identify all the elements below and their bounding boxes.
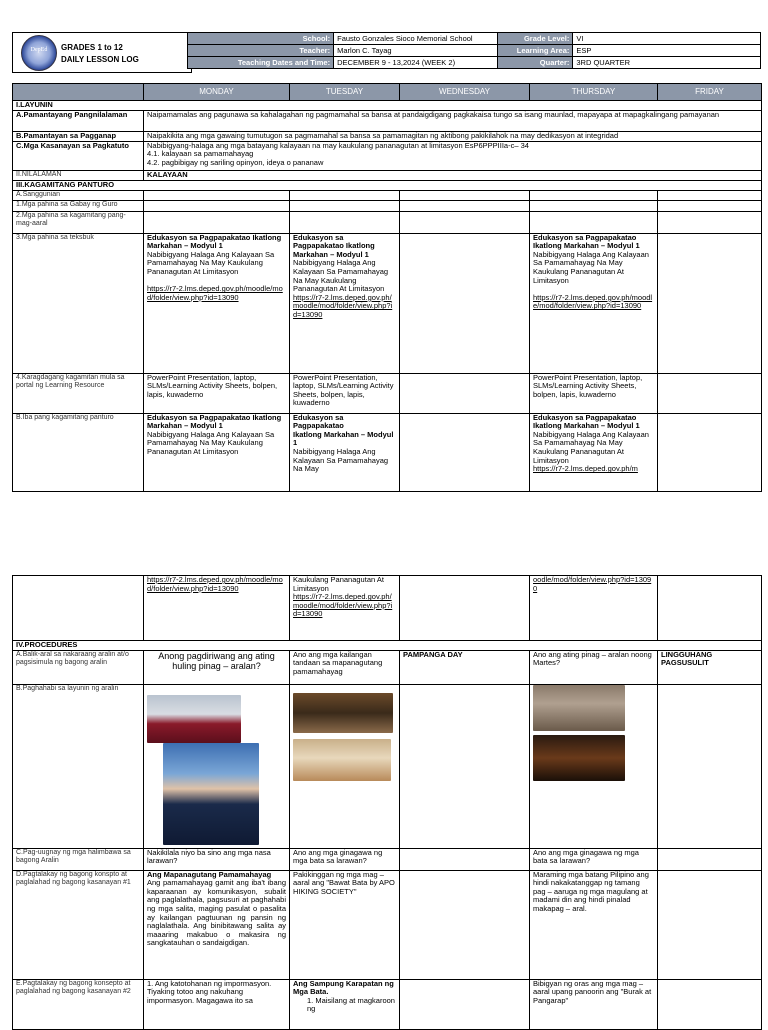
day-wednesday: WEDNESDAY xyxy=(400,84,530,101)
nilalaman-label: II.NILALAMAN xyxy=(13,170,144,180)
pagtalakay2-tuesday: Ang Sampung Karapatan ng Mga Bata. 1. Maisilang at magkaroon ng xyxy=(290,979,400,1029)
grade-value: VI xyxy=(573,33,761,45)
dates-label: Teaching Dates and Time: xyxy=(188,57,334,69)
newscaster-woman-image xyxy=(147,695,241,743)
title-box xyxy=(12,32,192,73)
pag-uugnay-thursday: Ano ang mga ginagawa ng mga bata sa larawan? xyxy=(530,848,658,870)
title-line1: GRADES 1 to 12 xyxy=(61,43,123,52)
day-monday: MONDAY xyxy=(144,84,290,101)
teksbuk-link-tuesday[interactable]: https://r7-2.lms.deped.gov.ph/moodle/mod/folder/view.php?id=13090 xyxy=(293,292,393,319)
pamantayang-label: A.Pamantayang Pangnilalaman xyxy=(13,110,144,131)
paghahabi-monday xyxy=(144,684,290,848)
paghahabi-thursday xyxy=(530,684,658,848)
pagtalakay2-label: E.Pagtalakay ng bagong konsepto at paglalahad ng bagong kasanayan #2 xyxy=(13,979,144,1029)
pagtalakay2-thursday: Bibigyan ng oras ang mga mag – aaral upang panoorin ang "Burak at Pangarap" xyxy=(530,979,658,1029)
cont-link-thursday[interactable]: oodle/mod/folder/view.php?id=13090 xyxy=(533,575,652,593)
materials-monday: PowerPoint Presentation, laptop, SLMs/Learning Activity Sheets, bolpen, lapis, kuwaderno xyxy=(144,373,290,413)
kagamitan-heading: III.KAGAMITANG PANTURO xyxy=(13,180,762,190)
balik-aral-label: A.Balik-aral sa nakaraang aralin at/o pagsisimula ng bagong aralin xyxy=(13,650,144,684)
cont-tuesday: Kaukulang Pananagutan At Limitasyon https://r7-2.lms.deped.gov.ph/moodle/mod/folder/view.php?id=13090 xyxy=(290,576,400,641)
blank-header-cell xyxy=(13,84,144,101)
dates-value: DECEMBER 9 - 13,2024 (WEEK 2) xyxy=(334,57,498,69)
teksbuk-thursday: Edukasyon sa Pagpapakatao Ikatlong Markahan – Modyul 1 Nabibigyang Halaga Ang Kalayaan Sa Pamamahayag Na May Kaukulang Pananagutan At Limitasyon https://r7-2.lms.deped.gov.ph/moodle/mod/folder/view.php?id=13090 xyxy=(530,233,658,373)
layunin-heading: I.LAYUNIN xyxy=(13,101,762,111)
pag-uugnay-monday: Nakikilala niyo ba sino ang mga nasa larawan? xyxy=(144,848,290,870)
area-value: ESP xyxy=(573,45,761,57)
school-label: School: xyxy=(188,33,334,45)
kasanayan-line1: Nabibigyang-halaga ang mga batayang kalayaan na may kaukulang pananagutan at limitasyon EsP6PPPIIIa-c– 34 xyxy=(147,141,529,150)
classroom-image-2 xyxy=(293,739,391,781)
karagdagang-label: 4.Karagdagang kagamitan mula sa portal ng Learning Resource xyxy=(13,373,144,413)
kagamitan-aaral-label: 2.Mga pahina sa kagamitang pang-mag-aaral xyxy=(13,211,144,233)
quarter-label: Quarter: xyxy=(497,57,573,69)
title-line2: DAILY LESSON LOG xyxy=(61,55,139,64)
pamantayang-text: Naipamamalas ang pagunawa sa kahalagahan ng pagmamahal sa bansa at pandaigdigang pagkakaisa tungo sa isang maunlad, mapayapa at mapagkalingang pamayanan xyxy=(144,110,762,131)
cont-link-tuesday[interactable]: https://r7-2.lms.deped.gov.ph/moodle/mod/folder/view.php?id=13090 xyxy=(293,592,393,619)
pagtalakay1-monday: Ang Mapanagutang Pamamahayag Ang pamamahayag gamit ang iba't ibang kaparaanan ay komunikasyon, subalit ang paglalathala, pagsusuri at paghahabi ng mga salita, maging pasulat o pasalita ay kailangan pagtuunan ng pansin ng naglalathala. Ang binibitawang salita ay maaaring makabuo o makasira ng sangkatauhan o sandaigdigan. xyxy=(144,870,290,979)
pagganap-text: Naipakikita ang mga gawaing tumutugon sa pagmamahal sa bansa sa pamamagitan ng aktibong pakikilahok na may dedikasyon at integridad xyxy=(144,131,762,141)
poverty-image-2 xyxy=(533,735,625,781)
teksbuk-tuesday: Edukasyon sa Pagpapakatao Ikatlong Markahan – Modyul 1 Nabibigyang Halaga Ang Kalayaan Sa Pamamahayag Na May Kaukulang Pananagutan At Limitasyon https://r7-2.lms.deped.gov.ph/moodle/mod/folder/view.php?id=13090 xyxy=(290,233,400,373)
teksbuk-monday: Edukasyon sa Pagpapakatao Ikatlong Markahan – Modyul 1 Nabibigyang Halaga Ang Kalayaan Sa Pamamahayag Na May Kaukulang Pananagutan At Limitasyon https://r7-2.lms.deped.gov.ph/moodle/mod/folder/view.php?id=13090 xyxy=(144,233,290,373)
sanggunian-label: A.Sanggunian xyxy=(13,190,144,200)
teksbuk-link-monday[interactable]: https://r7-2.lms.deped.gov.ph/moodle/mod/folder/view.php?id=13090 xyxy=(147,284,283,302)
iba-tuesday: Edukasyon sa Pagpapakatao Ikatlong Markahan – Modyul 1 Nabibigyang Halaga Ang Kalayaan Sa Pamamahayag Na May xyxy=(290,413,400,491)
iba-monday: Edukasyon sa Pagpapakatao Ikatlong Markahan – Modyul 1 Nabibigyang Halaga Ang Kalayaan Sa Pamamahayag Na May Kaukulang Pananagutan At Limitasyon xyxy=(144,413,290,491)
materials-thursday: PowerPoint Presentation, laptop, SLMs/Learning Activity Sheets, bolpen, lapis, kuwaderno xyxy=(530,373,658,413)
classroom-image-1 xyxy=(293,693,393,733)
pagtalakay1-tuesday: Pakikinggan ng mga mag – aaral ang "Bawat Bata by APO HIKING SOCIETY" xyxy=(290,870,400,979)
kasanayan-label: C.Mga Kasanayan sa Pagkatuto xyxy=(13,141,144,170)
quarter-value: 3RD QUARTER xyxy=(573,57,761,69)
poverty-image-1 xyxy=(533,685,625,731)
day-thursday: THURSDAY xyxy=(530,84,658,101)
pagganap-label: B.Pamantayan sa Pagganap xyxy=(13,131,144,141)
newscaster-man-image xyxy=(163,743,259,845)
pagtalakay1-thursday: Maraming mga batang Pilipino ang hindi nakakatanggap ng tamang pag – aaruga ng mga magulang at madami din ang hindi pinalad makapag – aral. xyxy=(530,870,658,979)
day-friday: FRIDAY xyxy=(658,84,762,101)
deped-seal-logo: DepEd xyxy=(21,35,57,71)
procedures-heading: IV.PROCEDURES xyxy=(13,641,762,651)
iba-thursday: Edukasyon sa Pagpapakatao Ikatlong Markahan – Modyul 1 Nabibigyang Halaga Ang Kalayaan Sa Pamamahayag Na May Kaukulang Pananagutan At Limitasyon https://r7-2.lms.deped.gov.ph/m xyxy=(530,413,658,491)
lesson-table-page2 xyxy=(12,575,762,1030)
iba-link-thursday[interactable]: https://r7-2.lms.deped.gov.ph/m xyxy=(533,464,638,474)
kasanayan-line2: 4.1. kalayaan sa pamamahayag xyxy=(147,149,254,159)
balik-aral-thursday: Ano ang ating pinag – aralan noong Martes? xyxy=(530,650,658,684)
school-value: Fausto Gonzales Sioco Memorial School xyxy=(334,33,498,45)
teksbuk-label: 3.Mga pahina sa teksbuk xyxy=(13,233,144,373)
day-tuesday: TUESDAY xyxy=(290,84,400,101)
teksbuk-link-thursday[interactable]: https://r7-2.lms.deped.gov.ph/moodle/mod/folder/view.php?id=13090 xyxy=(533,292,653,311)
materials-tuesday: PowerPoint Presentation, laptop, SLMs/Learning Activity Sheets, bolpen, lapis, kuwaderno xyxy=(290,373,400,413)
pagtalakay2-monday: 1. Ang katotohanan ng impormasyon. Tiyaking totoo ang nakuhang impormasyon. Magagawa ito sa xyxy=(144,979,290,1029)
paghahabi-tuesday xyxy=(290,684,400,848)
paghahabi-label: B.Paghahabi sa layunin ng aralin xyxy=(13,684,144,848)
pag-uugnay-label: C.Pag-uugnay ng mga halimbawa sa bagong Aralin xyxy=(13,848,144,870)
pag-uugnay-tuesday: Ano ang mga ginagawa ng mga bata sa larawan? xyxy=(290,848,400,870)
balik-aral-wednesday: PAMPANGA DAY xyxy=(400,650,530,684)
teacher-value: Marlon C. Tayag xyxy=(334,45,498,57)
balik-aral-tuesday: Ano ang mga kailangan tandaan sa mapanagutang pamamahayag xyxy=(290,650,400,684)
kasanayan-text xyxy=(144,141,762,170)
area-label: Learning Area: xyxy=(497,45,573,57)
header xyxy=(12,32,761,72)
kasanayan-line3: 4.2. pagbibigay ng sariling opinyon, ideya o pananaw xyxy=(147,157,324,167)
day-header-row xyxy=(13,84,762,101)
cont-monday xyxy=(144,576,290,641)
cont-thursday xyxy=(530,576,658,641)
lesson-table-page1 xyxy=(12,83,762,492)
info-table xyxy=(187,32,761,69)
cont-link-monday[interactable]: https://r7-2.lms.deped.gov.ph/moodle/mod/folder/view.php?id=13090 xyxy=(147,575,283,593)
gabay-label: 1.Mga pahina sa Gabay ng Guro xyxy=(13,200,144,211)
iba-pang-label: B.Iba pang kagamitang panturo xyxy=(13,413,144,491)
grade-label: Grade Level: xyxy=(497,33,573,45)
balik-aral-monday: Anong pagdiriwang ang ating huling pinag – aralan? xyxy=(144,650,290,684)
teacher-label: Teacher: xyxy=(188,45,334,57)
pagtalakay1-label: D.Pagtalakay ng bagong konspto at paglalahad ng bagong kasanayan #1 xyxy=(13,870,144,979)
balik-aral-friday: LINGGUHANG PAGSUSULIT xyxy=(658,650,762,684)
nilalaman-value: KALAYAAN xyxy=(144,170,762,180)
